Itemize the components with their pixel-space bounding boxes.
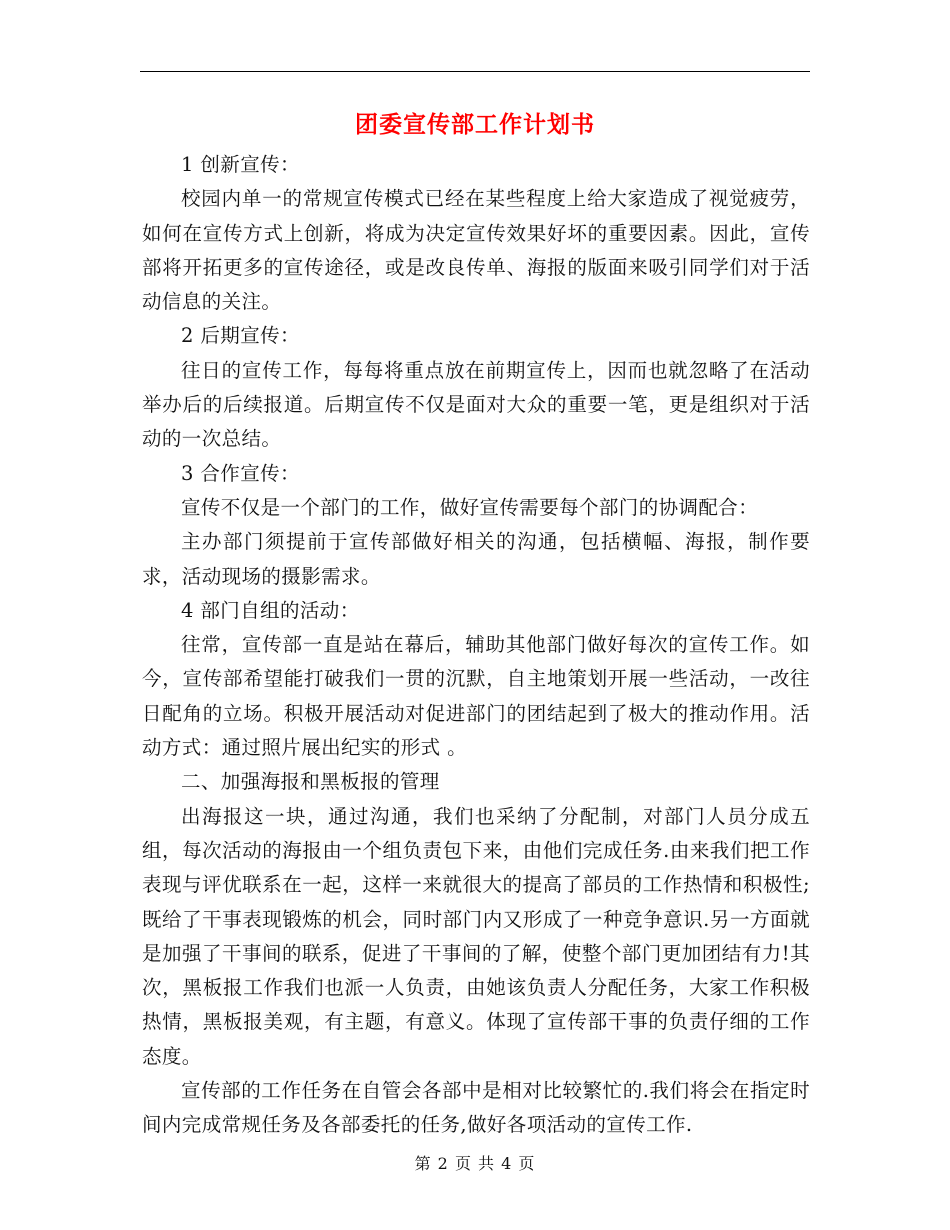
paragraph: 宣传部的工作任务在自管会各部中是相对比较繁忙的.我们将会在指定时间内完成常规任务及各部委托的任务,做好各项活动的宣传工作.	[142, 1079, 810, 1137]
section-heading-1: 1 创新宣传：	[181, 153, 300, 176]
page-number-footer: 第 2 页 共 4 页	[414, 1154, 536, 1173]
section-heading-poster: 二、加强海报和黑板报的管理	[181, 770, 440, 794]
paragraph: 主办部门须提前于宣传部做好相关的沟通，包括横幅、海报，制作要求，活动现场的摄影需求。	[142, 530, 810, 588]
document-title: 团委宣传部工作计划书	[355, 111, 595, 138]
section-heading-2: 2 后期宣传：	[181, 324, 300, 348]
paragraph: 往日的宣传工作，每每将重点放在前期宣传上，因而也就忽略了在活动举办后的后续报道。后期宣传不仅是面对大众的重要一笔，更是组织对于活动的一次总结。	[142, 358, 810, 451]
document-body	[142, 148, 810, 1143]
section-heading-3: 3 合作宣传：	[181, 461, 300, 485]
paragraph: 出海报这一块，通过沟通，我们也采纳了分配制，对部门人员分成五组，每次活动的海报由一个组负责包下来，由他们完成任务.由来我们把工作表现与评优联系在一起，这样一来就很大的提高了部员的工作热情和积极性;既给了干事表现锻炼的机会，同时部门内又形成了一种竞争意识.另一方面就是加强了干事间的联系，促进了干事间的了解，使整个部门更加团结有力!其次，黑板报工作我们也派一人负责，由她该负责人分配任务，大家工作积极热情，黑板报美观，有主题，有意义。体现了宣传部干事的负责仔细的工作态度。	[142, 804, 810, 1068]
paragraph: 宣传不仅是一个部门的工作，做好宣传需要每个部门的协调配合：	[181, 495, 759, 519]
paragraph: 校园内单一的常规宣传模式已经在某些程度上给大家造成了视觉疲劳，如何在宣传方式上创新，将成为决定宣传效果好坏的重要因素。因此，宣传部将开拓更多的宣传途径，或是改良传单、海报的版面来吸引同学们对于活动信息的关注。	[142, 187, 810, 314]
header-rule	[140, 71, 810, 72]
section-heading-4: 4 部门自组的活动：	[181, 598, 360, 622]
paragraph: 往常，宣传部一直是站在幕后，辅助其他部门做好每次的宣传工作。如今，宣传部希望能打破我们一贯的沉默，自主地策划开展一些活动，一改往日配角的立场。积极开展活动对促进部门的团结起到了极大的推动作用。活动方式：通过照片展出纪实的形式 。	[142, 633, 810, 760]
